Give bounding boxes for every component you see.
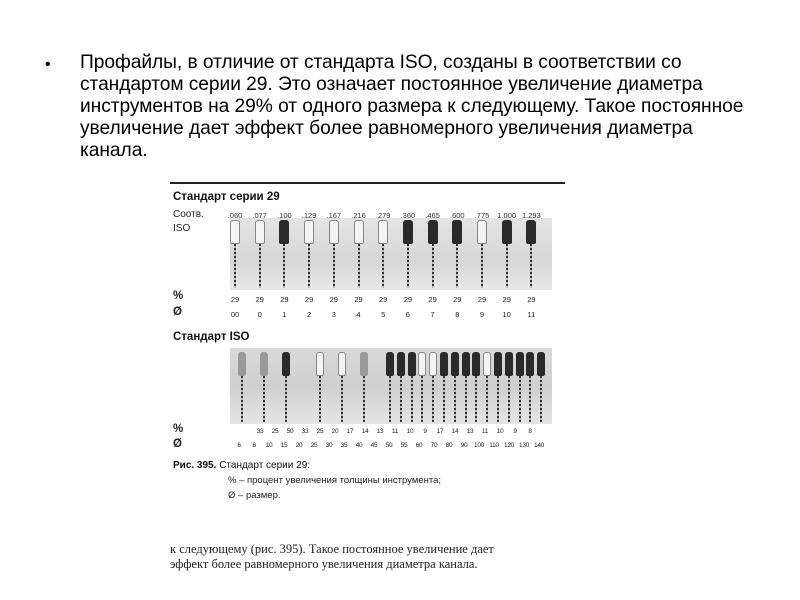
iso-instrument xyxy=(260,352,270,424)
instrument-shank xyxy=(234,244,236,288)
iso-instrument xyxy=(418,352,428,424)
instrument-shank xyxy=(389,376,391,422)
iso-percent-value: 17 xyxy=(436,428,444,435)
iso-heading: Стандарт ISO xyxy=(173,331,250,343)
iso-instrument xyxy=(462,352,472,424)
instrument-shank xyxy=(508,376,510,422)
instrument-handle xyxy=(429,352,437,376)
iso-size-value: 45 xyxy=(370,442,378,449)
instrument-handle xyxy=(477,220,487,244)
instrument-shank xyxy=(465,376,467,422)
instrument-shank xyxy=(497,376,499,422)
instrument-handle xyxy=(537,352,545,376)
series29-size-value: 1 xyxy=(282,310,287,319)
iso-instrument xyxy=(451,352,461,424)
instrument-handle xyxy=(386,352,394,376)
series29-diameter-value: 1.000 xyxy=(497,211,517,220)
instrument-handle xyxy=(505,352,513,376)
iso-percent-value: 9 xyxy=(423,428,427,435)
series29-diameter-value: .279 xyxy=(375,211,391,220)
series29-percent-value: 29 xyxy=(255,295,264,304)
series29-diameter-value: .600 xyxy=(449,211,465,220)
instrument-handle xyxy=(397,352,405,376)
iso-percent-value: 9 xyxy=(513,428,517,435)
book-text-line-1: к следующему (рис. 395). Такое постоянное увеличение дает xyxy=(170,542,494,556)
instrument-shank xyxy=(382,244,384,288)
instrument-handle xyxy=(279,220,289,244)
instrument-handle xyxy=(526,220,536,244)
instrument-shank xyxy=(432,244,434,288)
series29-size-value: 11 xyxy=(527,310,536,319)
instrument-shank xyxy=(530,244,532,288)
iso-instrument xyxy=(408,352,418,424)
iso-size-value: 90 xyxy=(460,442,468,449)
iso-instrument xyxy=(338,352,348,424)
series29-diameter-symbol: Ø xyxy=(173,306,182,318)
series29-size-value: 9 xyxy=(479,310,485,319)
iso-size-value: 25 xyxy=(310,442,318,449)
iso-instrument xyxy=(282,352,292,424)
series29-size-value: 2 xyxy=(307,310,312,319)
figure-caption-line-1: % – процент увеличения толщины инструмента; xyxy=(228,475,442,486)
iso-percent-value: 14 xyxy=(451,428,459,435)
series29-percent-value: 29 xyxy=(379,295,388,304)
iso-size-value: 8 xyxy=(252,442,256,449)
instrument-shank xyxy=(486,376,488,422)
iso-percent-value: 33 xyxy=(301,428,309,435)
series29-diameter-value: .129 xyxy=(301,211,317,220)
instrument-shank xyxy=(400,376,402,422)
bullet-text: Профайлы, в отличие от стандарта ISO, созданы в соответствии со стандартом серии 29. Это означает постоянное увеличение диаметра инструментов на 29% от одного размера к следующему. Такое постоянное увеличение дает эффект более равномерного увеличения диаметра канала. xyxy=(80,52,744,161)
instrument-handle xyxy=(238,352,246,376)
instrument-shank xyxy=(285,376,287,422)
iso-size-value: 6 xyxy=(237,442,241,449)
iso-size-value: 130 xyxy=(519,442,529,449)
iso-size-value: 80 xyxy=(445,442,453,449)
instrument-handle xyxy=(428,220,438,244)
series29-instrument xyxy=(477,220,487,290)
iso-instrument xyxy=(440,352,450,424)
iso-percent-value: 14 xyxy=(361,428,369,435)
instrument-handle xyxy=(526,352,534,376)
iso-percent-value: 10 xyxy=(406,428,414,435)
figure-caption-title xyxy=(173,460,310,471)
figure-top-rule xyxy=(170,182,565,184)
series29-percent-value: 29 xyxy=(477,295,487,304)
iso-instrument xyxy=(537,352,547,424)
instrument-handle xyxy=(329,220,339,244)
series29-size-value: 7 xyxy=(430,310,435,319)
iso-percent-value: 25 xyxy=(271,428,279,435)
series29-diameter-value: .100 xyxy=(277,211,292,220)
instrument-handle xyxy=(282,352,290,376)
iso-percent-value: 33 xyxy=(256,428,264,435)
series29-percent-value: 29 xyxy=(453,295,462,304)
series29-instrument xyxy=(526,220,536,290)
iso-instrument xyxy=(526,352,536,424)
series29-instrument xyxy=(304,220,314,290)
series29-label-sootv: Соотв. xyxy=(173,209,204,220)
instrument-shank xyxy=(475,376,477,422)
iso-percent-value: 25 xyxy=(316,428,324,435)
series29-instrument xyxy=(354,220,364,290)
instrument-shank xyxy=(283,244,285,288)
instrument-handle xyxy=(516,352,524,376)
instrument-shank xyxy=(358,244,360,288)
iso-instrument xyxy=(483,352,493,424)
figure-caption-text: Стандарт серии 29: xyxy=(219,460,311,471)
series29-size-value: 3 xyxy=(331,310,336,319)
series29-instrument xyxy=(428,220,438,290)
instrument-handle xyxy=(494,352,502,376)
iso-diameter-symbol: Ø xyxy=(173,438,182,450)
instrument-shank xyxy=(411,376,413,422)
iso-size-value: 120 xyxy=(504,442,514,449)
instrument-shank xyxy=(529,376,531,422)
iso-size-value: 20 xyxy=(295,442,303,449)
iso-instrument xyxy=(386,352,396,424)
instrument-shank xyxy=(540,376,542,422)
iso-size-value: 60 xyxy=(415,442,423,449)
series29-percent-value: 29 xyxy=(403,295,413,304)
series29-instrument xyxy=(378,220,388,290)
instrument-handle xyxy=(316,352,324,376)
figure-395 xyxy=(168,176,570,574)
series29-instrument xyxy=(452,220,462,290)
series29-size-value: 00 xyxy=(230,310,240,319)
iso-size-value: 15 xyxy=(280,442,288,449)
instrument-handle xyxy=(452,220,462,244)
iso-percent-value: 13 xyxy=(376,428,384,435)
iso-size-value: 40 xyxy=(355,442,363,449)
iso-instrument xyxy=(516,352,526,424)
series29-heading: Стандарт серии 29 xyxy=(173,191,280,203)
instrument-handle xyxy=(483,352,491,376)
series29-percent-value: 29 xyxy=(354,295,363,304)
instrument-handle xyxy=(472,352,480,376)
figure-caption-line-2: Ø – размер. xyxy=(228,490,281,501)
instrument-shank xyxy=(241,376,243,422)
series29-percent-value: 29 xyxy=(428,295,437,304)
series29-size-value: 5 xyxy=(381,310,386,319)
iso-instrument xyxy=(505,352,515,424)
iso-size-value: 10 xyxy=(265,442,273,449)
iso-percent-value: 50 xyxy=(286,428,294,435)
instrument-handle xyxy=(462,352,470,376)
iso-percent-value: 11 xyxy=(481,428,489,435)
bullet-item xyxy=(45,52,745,162)
instrument-shank xyxy=(421,376,423,422)
instrument-shank xyxy=(407,244,409,288)
iso-size-value: 35 xyxy=(340,442,348,449)
series29-instrument xyxy=(255,220,265,290)
iso-instrument xyxy=(494,352,504,424)
iso-percent-value: 11 xyxy=(391,428,399,435)
series29-percent-value: 29 xyxy=(304,295,314,304)
series29-diameter-value: .077 xyxy=(252,211,267,220)
instrument-shank xyxy=(506,244,508,288)
instrument-handle xyxy=(354,220,364,244)
instrument-handle xyxy=(255,220,265,244)
instrument-handle xyxy=(230,220,240,244)
book-text-line-2: эффект более равномерного увеличения диаметра канала. xyxy=(170,557,478,571)
iso-size-value: 70 xyxy=(430,442,438,449)
instrument-shank xyxy=(308,244,310,288)
instrument-handle xyxy=(418,352,426,376)
series29-percent-value: 29 xyxy=(527,295,536,304)
instrument-handle xyxy=(378,220,388,244)
instrument-shank xyxy=(341,376,343,422)
iso-instrument xyxy=(429,352,439,424)
instrument-handle xyxy=(360,352,368,376)
instrument-shank xyxy=(481,244,483,288)
series29-percent-value: 29 xyxy=(280,295,289,304)
instrument-shank xyxy=(259,244,261,288)
series29-size-value: 0 xyxy=(257,310,262,319)
instrument-handle xyxy=(338,352,346,376)
series29-instrument xyxy=(329,220,339,290)
iso-percent-value: 20 xyxy=(331,428,339,435)
iso-instrument xyxy=(316,352,326,424)
instrument-shank xyxy=(263,376,265,422)
instrument-handle xyxy=(451,352,459,376)
series29-diameter-value: .465 xyxy=(425,211,440,220)
series29-instrument xyxy=(502,220,512,290)
iso-size-value: 50 xyxy=(385,442,393,449)
series29-diameter-value: .216 xyxy=(351,211,366,220)
instrument-handle xyxy=(440,352,448,376)
series29-diameter-value: .167 xyxy=(326,211,342,220)
instrument-shank xyxy=(443,376,445,422)
iso-size-value: 100 xyxy=(474,442,484,449)
iso-percent-value: 8 xyxy=(528,428,532,435)
series29-instrument xyxy=(230,220,240,290)
instrument-shank xyxy=(432,376,434,422)
iso-percent-symbol: % xyxy=(173,423,184,435)
iso-instrument xyxy=(472,352,482,424)
instrument-shank xyxy=(519,376,521,422)
series29-percent-value: 29 xyxy=(230,295,240,304)
instrument-handle xyxy=(260,352,268,376)
instrument-shank xyxy=(333,244,335,288)
iso-size-value: 30 xyxy=(325,442,333,449)
instrument-shank xyxy=(456,244,458,288)
series29-diameter-value: .775 xyxy=(474,211,490,220)
instrument-handle xyxy=(304,220,314,244)
iso-size-value: 140 xyxy=(534,442,544,449)
instrument-handle xyxy=(403,220,413,244)
series29-diameter-value: 1.293 xyxy=(522,211,541,220)
series29-label-iso: ISO xyxy=(173,223,191,234)
series29-diameter-value: .360 xyxy=(400,211,416,220)
series29-percent-value: 29 xyxy=(329,295,338,304)
series29-size-value: 10 xyxy=(502,310,511,319)
iso-instrument xyxy=(238,352,248,424)
series29-diameter-value: .060 xyxy=(227,211,243,220)
series29-instrument xyxy=(279,220,289,290)
instrument-shank xyxy=(319,376,321,422)
series29-instrument xyxy=(403,220,413,290)
series29-percent-symbol: % xyxy=(173,290,184,302)
iso-size-value: 55 xyxy=(400,442,408,449)
iso-size-value: 110 xyxy=(489,442,499,449)
iso-instrument xyxy=(360,352,370,424)
instrument-shank xyxy=(363,376,365,422)
figure-caption-number: Рис. 395. xyxy=(173,460,217,471)
series29-size-value: 8 xyxy=(455,310,460,319)
instrument-shank xyxy=(454,376,456,422)
iso-percent-value: 13 xyxy=(466,428,474,435)
series29-percent-value: 29 xyxy=(502,295,511,304)
iso-percent-value: 10 xyxy=(496,428,504,435)
series29-size-value: 6 xyxy=(405,310,410,319)
instrument-handle xyxy=(408,352,416,376)
bullet-marker: • xyxy=(45,56,51,73)
series29-size-value: 4 xyxy=(356,310,361,319)
iso-percent-value: 17 xyxy=(346,428,354,435)
iso-instrument xyxy=(397,352,407,424)
instrument-handle xyxy=(502,220,512,244)
